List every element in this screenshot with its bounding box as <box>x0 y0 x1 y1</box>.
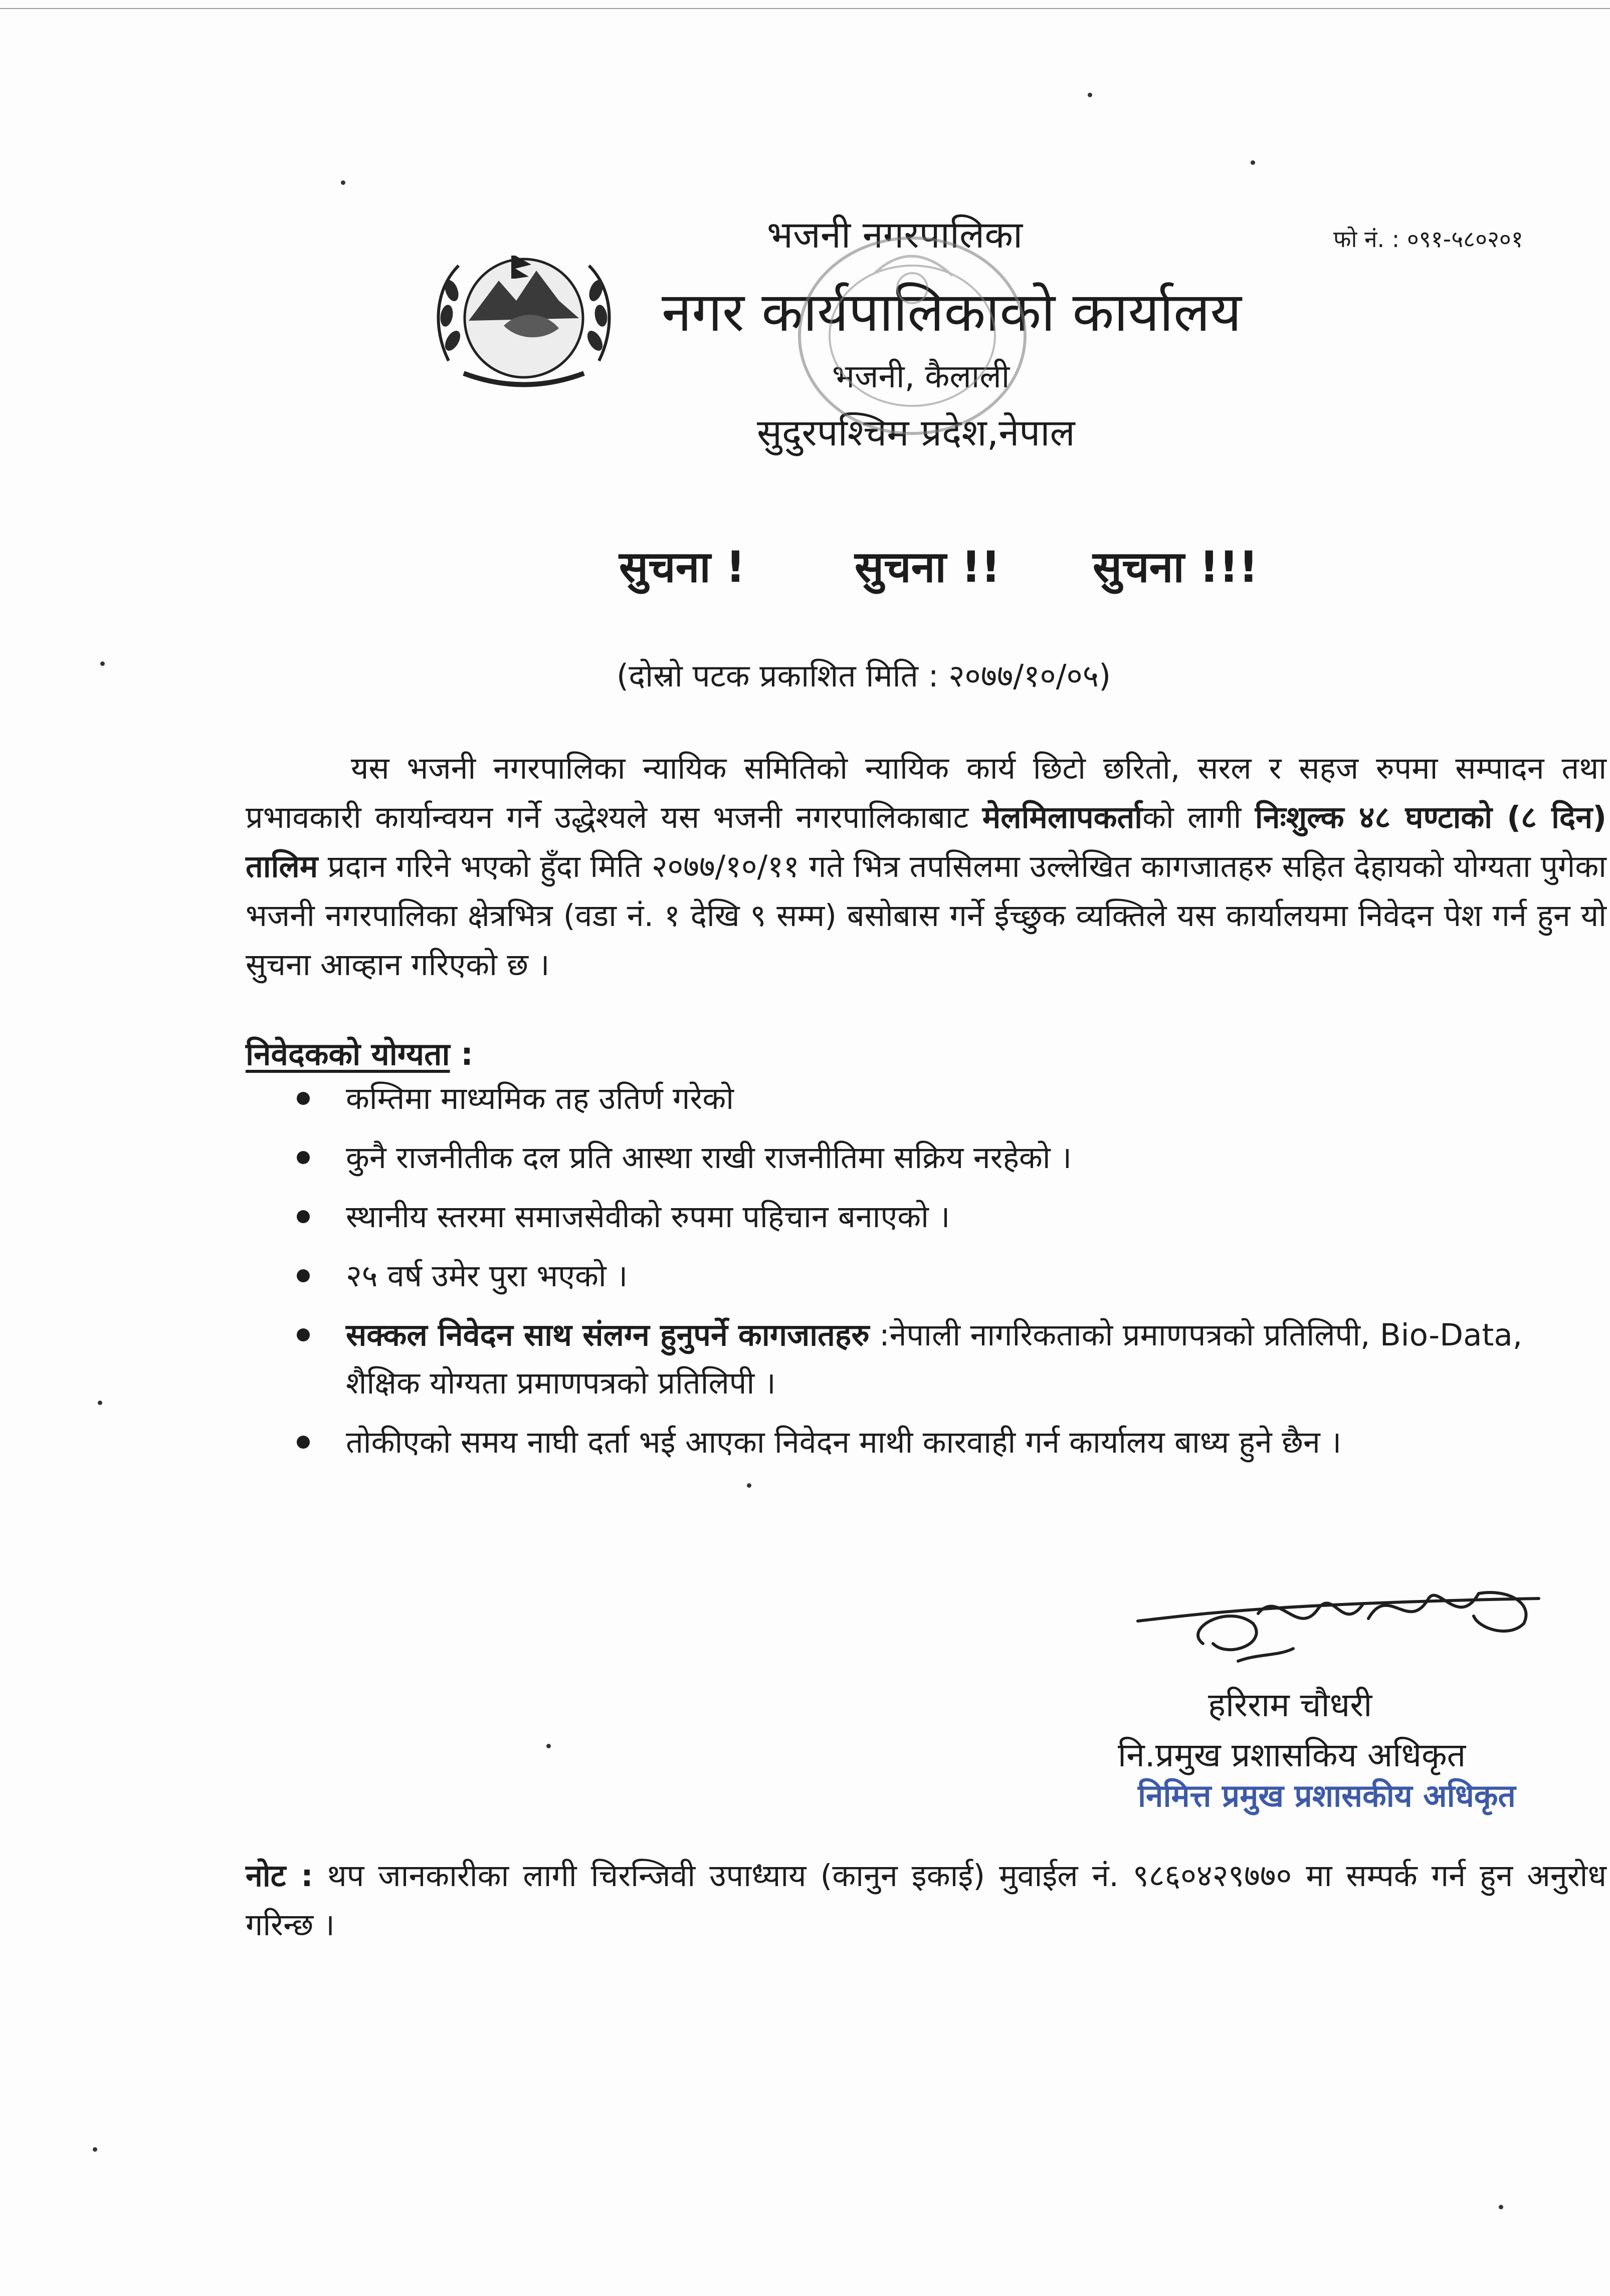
bullet-icon <box>297 1210 310 1223</box>
signatory-stamp: निमित्त प्रमुख प्रशासकीय अधिकृत <box>1138 1777 1516 1814</box>
body-text: प्रदान गरिने भएको हुँदा मिति २०७७/१०/११ गते भित्र तपसिलमा उल्लेखित कागजातहरु सहित देहायको योग्यता पुगेका भजनी नगरपालिका क्षेत्रभित्र (वडा नं. १ देखि ९ सम्म) बसोबास गर्ने ईच्छुक व्यक्तिले यस कार्यालयमा निवेदन पेश गर्न हुन यो सुचना आव्हान गरिएको छ । <box>246 849 1606 983</box>
footer-note <box>246 1852 1606 1950</box>
bullet-icon <box>297 1328 310 1341</box>
list-item <box>291 1311 1604 1408</box>
list-item-text: कम्तिमा माध्यमिक तह उतिर्ण गरेको <box>346 1081 734 1116</box>
body-text: को लागी <box>1142 800 1255 835</box>
notice-body-paragraph <box>246 744 1606 990</box>
scan-speck <box>341 180 345 185</box>
list-item <box>291 1252 1604 1300</box>
documents-text: :नेपाली नागरिकताको प्रमाणपत्रको प्रतिलिपी, Bio-Data, शैक्षिक योग्यता प्रमाणपत्रको प्रतिलिपी । <box>346 1317 1523 1401</box>
list-item <box>291 1075 1604 1123</box>
notice-heading-row <box>0 536 1610 591</box>
qualifications-colon: : <box>450 1036 473 1072</box>
notice-heading: सुचना !!! <box>1093 542 1259 592</box>
list-item-text: २५ वर्ष उमेर पुरा भएको । <box>346 1258 628 1294</box>
scan-top-edge <box>0 8 1610 9</box>
bullet-icon <box>297 1436 310 1449</box>
scan-speck <box>93 2147 97 2152</box>
scan-speck <box>100 661 105 666</box>
bullet-icon <box>297 1092 310 1105</box>
scan-speck <box>546 1744 551 1748</box>
scan-speck <box>98 1401 102 1405</box>
phone-number: फो नं. : ०९१-५८०२०१ <box>1333 225 1523 253</box>
documents-lead: सक्कल निवेदन साथ संलग्न हुनुपर्ने कागजातहरु <box>346 1317 870 1353</box>
body-text: यस भजनी नगरपालिका न्यायिक समितिको न्यायिक कार्य छिटो छरितो, सरल र सहज रुपमा सम्पादन तथा प्रभावकारी कार्यान्वयन गर्ने उद्धेश्यले यस भजनी नगरपालिकाबाट <box>246 751 1606 835</box>
list-item <box>291 1134 1604 1182</box>
office-location: भजनी, कैलाली <box>832 358 1010 395</box>
nepal-government-emblem-icon <box>429 236 619 401</box>
note-label: नोट : <box>246 1858 313 1894</box>
note-text: थप जानकारीका लागी चिरन्जिवी उपाध्याय (कानुन इकाई) मुवाईल नं. ९८६०४२९७७० मा सम्पर्क गर्न हुन अनुरोध गरिन्छ । <box>246 1858 1607 1943</box>
municipality-name: भजनी नगरपालिका <box>767 213 1023 257</box>
bullet-icon <box>297 1269 310 1282</box>
signatory-name: हरिराम चौधरी <box>1208 1686 1372 1724</box>
body-bold-mediator: मेलमिलापकर्ता <box>982 800 1143 835</box>
body-bold-training: निःशुल्क ४८ घण्टाको (८ दिन) तालिम <box>246 800 1606 884</box>
notice-heading: सुचना !! <box>855 542 1001 592</box>
qualifications-heading <box>246 1032 473 1074</box>
signatory-title: नि.प्रमुख प्रशासकिय अधिकृत <box>1118 1736 1466 1774</box>
list-item-text: कुनै राजनीतीक दल प्रति आस्था राखी राजनीतिमा सक्रिय नरहेको । <box>346 1140 1072 1176</box>
qualifications-list <box>291 1075 1604 1467</box>
scan-speck <box>1499 2205 1503 2209</box>
list-item-text: तोकीएको समय नाघी दर्ता भई आएका निवेदन माथी कारवाही गर्न कार्यालय बाध्य हुने छैन । <box>346 1425 1342 1460</box>
scan-speck <box>1088 93 1092 97</box>
publication-date: (दोस्रो पटक प्रकाशित मिति : २०७७/१०/०५) <box>617 657 1111 694</box>
list-item <box>291 1193 1604 1241</box>
scan-speck <box>1251 160 1255 165</box>
scan-speck <box>747 1483 751 1488</box>
municipal-office-stamp-icon <box>787 228 1038 443</box>
office-province: सुदुरपश्चिम प्रदेश,नेपाल <box>757 411 1075 454</box>
list-item <box>291 1419 1604 1467</box>
qualifications-title: निवेदकको योग्यता <box>246 1036 450 1072</box>
notice-heading: सुचना ! <box>619 542 745 592</box>
office-title: नगर कार्यपालिकाको कार्यालय <box>662 281 1242 344</box>
list-item-text: स्थानीय स्तरमा समाजसेवीको रुपमा पहिचान बनाएको । <box>346 1199 950 1235</box>
handwritten-signature-icon <box>1128 1568 1549 1674</box>
bullet-icon <box>297 1151 310 1164</box>
